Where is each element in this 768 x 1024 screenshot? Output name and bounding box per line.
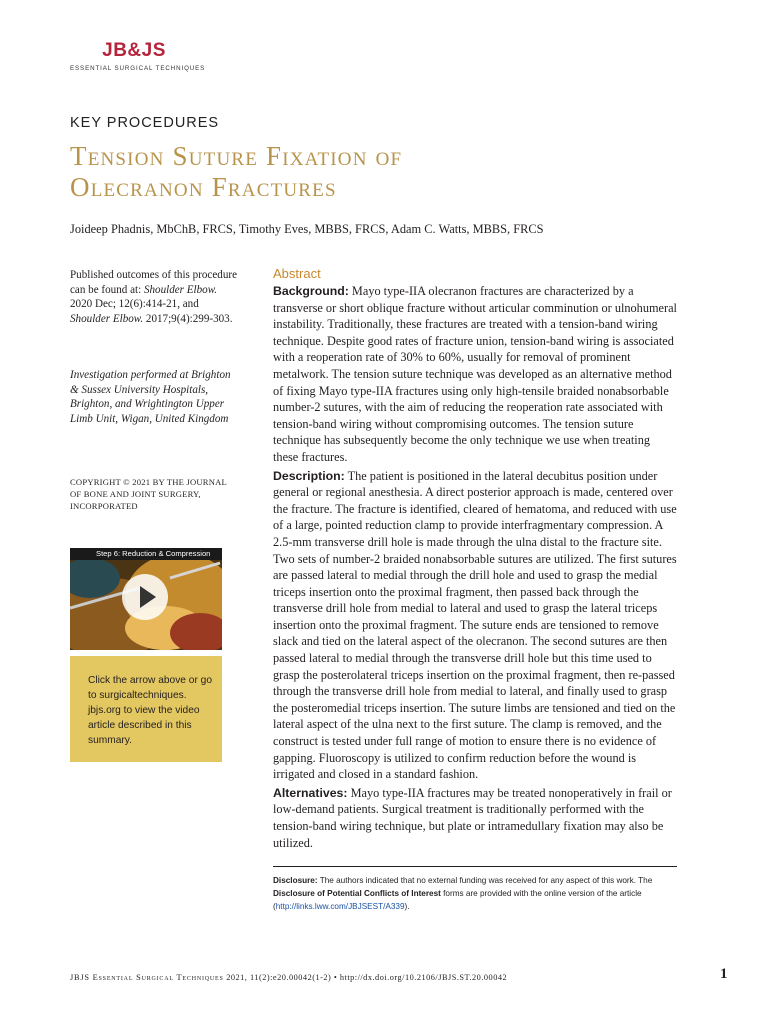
play-button[interactable] [122, 574, 168, 620]
journal-logo [70, 40, 206, 72]
section-label: KEY PROCEDURES [70, 115, 220, 131]
video-caption: Step 6: Reduction & Compression [96, 549, 211, 558]
title-line-2: Olecranon Fractures [70, 172, 337, 202]
published-note [70, 268, 240, 326]
abstract-heading: Abstract [273, 266, 321, 281]
investigation-note: Investigation performed at Brighton & Sussex University Hospitals, Brighton, and Wrightington Upper Limb Unit, Wigan, United Kingdom [70, 369, 231, 425]
background-text: Mayo type-IIA olecranon fractures are characterized by a transverse or short oblique fracture without articular comminution or ulnohumeral instability. Traditionally, these fractures are treated with a tension-band wiring technique. Despite good rates of fracture union, tension-band wiring is associated with a reoperation rate of 30% to 60%, usually for removal of prominent metalwork. The tension suture technique was developed as an alternative method of fixing Mayo type-IIA fractures using only high-tensile braided nonabsorbable number-2 sutures, with the aim of reducing the reoperation rate associated with tension-band wiring without compromising outcomes. The tension suture technique has subsequently become the only technique we use when treating these fractures. [273, 284, 677, 464]
alternatives-label: Alternatives: [273, 785, 348, 800]
abstract-description [273, 468, 677, 783]
video-thumbnail[interactable] [70, 548, 222, 650]
disclosure-label: Disclosure: [273, 876, 318, 885]
disclosure-label-2: Disclosure of Potential Conflicts of Interest [273, 889, 441, 898]
description-label: Description: [273, 468, 345, 483]
description-text: The patient is positioned in the lateral decubitus position under general or regional anesthesia. A direct posterior approach is made, centered over the fracture. The fracture is identified, cleared of hematoma, and reduced with use of a large, pointed reduction clamp to provide interfragmentary compression. A 2.5-mm transverse drill hole is made through the ulna distal to the fracture site. Two sets of number-2 braided nonabsorbable sutures are utilized. The first sutures are passed lateral to medial through the drill hole and used to grasp the medial triceps insertion onto the proximal fragment, then passed back through the transverse drill hole from medial to lateral and used to grasp the lateral triceps insertion onto the proximal fragment. The suture ends are tensioned to remove slack and tied on the lateral aspect of the olecranon. The second sutures are then passed lateral to medial through the transverse drill hole but this time used to grasp the posterolateral triceps insertion on the proximal fragment, then re-passed through the transverse drill hole from medial to lateral, and finally used to grasp the posteromedial triceps insertion. The suture limbs are tensioned and tied on the lateral aspect of the ulna next to the first suture. The clamp is removed, and the construct is tested under full range of motion to ensure there is no evidence of gapping. Fluoroscopy is utilized to confirm reduction before the wound is irrigated and closed in a standard fashion. [273, 468, 677, 782]
page-number: 1 [720, 966, 728, 982]
abstract-background [273, 283, 677, 466]
published-journal-2: Shoulder Elbow. [70, 312, 144, 325]
title-line-1: Tension Suture Fixation of [70, 141, 403, 171]
video-info-box [70, 656, 222, 762]
published-journal-1: Shoulder Elbow. [143, 283, 218, 296]
published-mid: 2020 Dec; 12(6):414-21, and [70, 298, 199, 311]
disclosure-text-3: ). [404, 902, 410, 911]
logo-subtitle: ESSENTIAL SURGICAL TECHNIQUES [70, 65, 206, 72]
logo-text: JB&JS [102, 40, 166, 61]
copyright-note: COPYRIGHT © 2021 BY THE JOURNAL OF BONE AND JOINT SURGERY, INCORPORATED [70, 477, 227, 511]
published-prefix: Published outcomes of this procedure can be found at: [70, 269, 237, 296]
disclosure-divider [273, 866, 677, 867]
footer-journal: JBJS Essential Surgical Techniques [70, 973, 224, 982]
alternatives-text: Mayo type-IIA fractures may be treated nonoperatively in frail or low-demand patients. Surgical treatment is traditionally performed with the tension-band wiring technique, but plate or intramedullary fixation may also be utilized. [273, 785, 672, 850]
author-list: Joideep Phadnis, MbChB, FRCS, Timothy Eves, MBBS, FRCS, Adam C. Watts, MBBS, FRCS [70, 222, 544, 236]
disclosure-note [273, 874, 677, 913]
footer-citation: 2021, 11(2):e20.00042(1-2) • http://dx.doi.org/10.2106/JBJS.ST.20.00042 [223, 973, 508, 982]
background-label: Background: [273, 284, 349, 298]
article-title [70, 141, 710, 203]
disclosure-text-1: The authors indicated that no external funding was received for any aspect of this work. The [317, 876, 653, 885]
video-info-text: Click the arrow above or go to surgicaltechniques. jbjs.org to view the video article described in this summary. [88, 675, 213, 746]
page-footer [70, 973, 507, 982]
abstract-alternatives [273, 785, 677, 851]
video-caption-bar [70, 548, 222, 560]
published-suffix: 2017;9(4):299-303. [143, 312, 233, 325]
disclosure-text-2: forms are provided with the online version of the article ( [273, 889, 642, 911]
play-icon [140, 586, 156, 608]
abstract-section [273, 266, 677, 853]
disclosure-link[interactable]: http://links.lww.com/JBJSEST/A339 [275, 902, 405, 911]
